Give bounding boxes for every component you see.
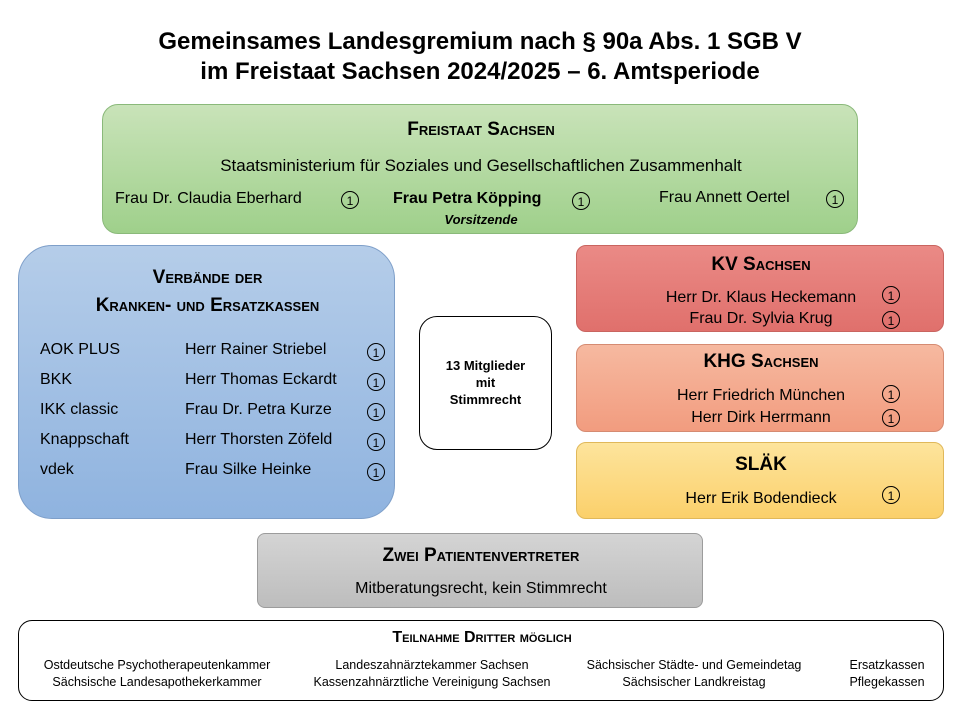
patient-representatives-box [257, 533, 703, 608]
vote-count-badge: 1 [367, 403, 385, 421]
kv-heading: KV Sachsen [711, 254, 811, 275]
title-line-1: Gemeinsames Landesgremium nach § 90a Abs. 1 SGB V [158, 28, 802, 55]
vote-count-badge: 1 [882, 409, 900, 427]
vote-count-badge: 1 [341, 191, 359, 209]
slaek-box [576, 442, 944, 519]
third-parties-box [18, 620, 944, 701]
vote-count-badge: 1 [882, 385, 900, 403]
member-name: Frau Annett Oertel [659, 189, 790, 206]
patienten-heading: Zwei Patientenvertreter [382, 545, 580, 566]
member-name: Herr Dirk Herrmann [691, 409, 831, 426]
members-vote-line: Stimmrecht [449, 392, 522, 407]
vote-count-badge: 1 [882, 486, 900, 504]
khg-box [576, 344, 944, 432]
page-title [0, 27, 960, 87]
kassen-heading-line-2: Kranken- und Ersatzkassen [95, 295, 320, 316]
kasse-org: IKK classic [40, 401, 119, 418]
kasse-org: Knappschaft [40, 431, 129, 448]
member-name: Herr Thomas Eckardt [185, 371, 337, 388]
chair-role: Vorsitzende [444, 212, 518, 227]
vote-count-badge: 1 [882, 311, 900, 329]
third-party-item: Sächsischer Städte- und Gemeindetag [586, 658, 802, 672]
member-name: Herr Thorsten Zöfeld [185, 431, 333, 448]
khg-heading: KHG Sachsen [703, 351, 819, 372]
member-name: Herr Friedrich München [676, 387, 846, 404]
third-party-column [23, 657, 291, 691]
member-name: Herr Dr. Klaus Heckemann [665, 289, 857, 306]
slaek-heading: SLÄK [735, 454, 787, 475]
member-name: Frau Dr. Petra Kurze [185, 401, 332, 418]
kv-box [576, 245, 944, 332]
vote-count-badge: 1 [367, 463, 385, 481]
kassen-heading-line-1: Verbände der [152, 267, 263, 288]
third-party-column [579, 657, 809, 691]
freistaat-heading: Freistaat Sachsen [407, 119, 555, 140]
third-party-item: Pflegekassen [849, 675, 925, 689]
third-party-column [289, 657, 575, 691]
third-party-item: Sächsischer Landkreistag [622, 675, 766, 689]
third-party-column [837, 657, 937, 691]
vote-count-badge: 1 [367, 343, 385, 361]
third-party-item: Landeszahnärztekammer Sachsen [335, 658, 529, 672]
members-with-line: mit [475, 375, 496, 390]
third-party-item: Ostdeutsche Psychotherapeutenkammer [43, 658, 271, 672]
members-count-line: 13 Mitglieder [445, 358, 526, 373]
dritte-heading: Teilnahme Dritter möglich [392, 629, 572, 646]
vote-count-badge: 1 [367, 433, 385, 451]
member-name: Frau Silke Heinke [185, 461, 312, 478]
kasse-org: AOK PLUS [40, 341, 121, 358]
vote-count-badge: 1 [572, 192, 590, 210]
freistaat-ministry: Staatsministerium für Soziales und Gesellschaftlichen Zusammenhalt [220, 156, 742, 175]
member-name-chair: Frau Petra Köpping [393, 190, 542, 207]
member-name: Herr Rainer Striebel [185, 341, 327, 358]
member-name: Frau Dr. Claudia Eberhard [115, 190, 302, 207]
kassen-box [18, 245, 395, 519]
kasse-org: BKK [40, 371, 73, 388]
third-party-item: Sächsische Landesapothekerkammer [52, 675, 262, 689]
vote-count-badge: 1 [826, 190, 844, 208]
vote-count-badge: 1 [367, 373, 385, 391]
member-name: Herr Erik Bodendieck [685, 490, 837, 507]
voting-members-box [419, 316, 552, 450]
freistaat-box [102, 104, 858, 234]
third-party-item: Ersatzkassen [849, 658, 925, 672]
member-name: Frau Dr. Sylvia Krug [689, 310, 833, 327]
title-line-2: im Freistaat Sachsen 2024/2025 – 6. Amtsperiode [200, 58, 760, 85]
patienten-subtitle: Mitberatungsrecht, kein Stimmrecht [355, 580, 607, 597]
vote-count-badge: 1 [882, 286, 900, 304]
kasse-org: vdek [40, 461, 74, 478]
third-party-item: Kassenzahnärztliche Vereinigung Sachsen [313, 675, 551, 689]
